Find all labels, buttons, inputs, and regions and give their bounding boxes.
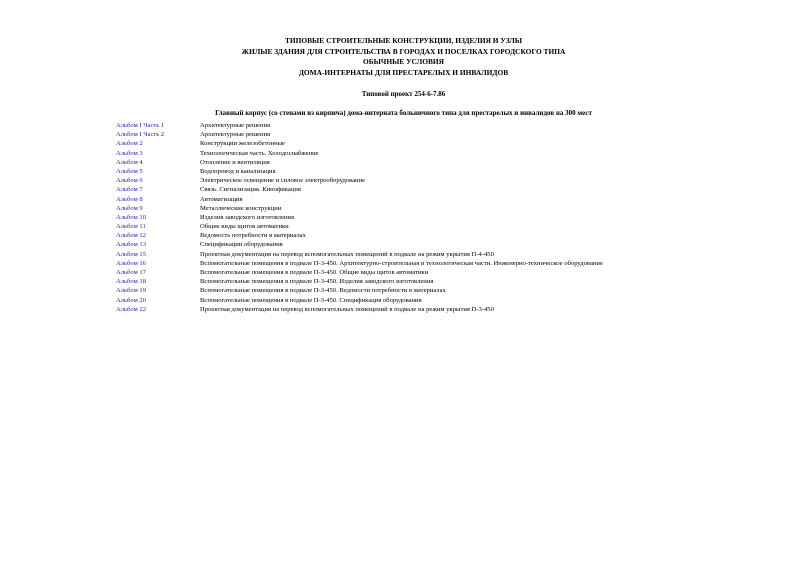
album-row xyxy=(116,240,796,249)
album-title: Ведомость потребности в материалах xyxy=(200,232,306,240)
album-row xyxy=(116,167,796,176)
album-row xyxy=(116,158,796,167)
album-title: Вспомогательные помещения в подвале П-3-450. Ведомости потребности в материалах xyxy=(200,287,446,295)
album-title: Металлические конструкции xyxy=(200,204,282,212)
header-line: ТИПОВЫЕ СТРОИТЕЛЬНЫЕ КОНСТРУКЦИИ, ИЗДЕЛИЯ И УЗЛЫ xyxy=(284,36,523,45)
album-row xyxy=(116,139,796,148)
album-row xyxy=(116,204,796,213)
project-number: Типовой проект 254-6-7.86 xyxy=(361,90,446,98)
album-row xyxy=(116,121,796,130)
album-row xyxy=(116,250,796,259)
album-link[interactable]: Альбом 3 xyxy=(116,149,143,157)
album-row xyxy=(116,176,796,185)
building-subtitle: Главный корпус (со стенами из кирпича) дома-интерната больничного типа для престарелых и инвалидов на 300 мест xyxy=(215,109,592,117)
album-row xyxy=(116,296,796,305)
album-title: Вспомогательные помещения в подвале П-3-450. Архитектурно-строительная и технологическая части. Инженерно-техническое оборудование xyxy=(200,259,603,267)
album-row xyxy=(116,286,796,295)
album-link[interactable]: Альбом 10 xyxy=(116,213,147,221)
album-link[interactable]: Альбом 17 xyxy=(116,269,147,276)
album-title: Автоматизация xyxy=(200,195,243,203)
album-link[interactable]: Альбом 15 xyxy=(116,250,147,258)
album-title: Архитектурные решения xyxy=(200,131,271,139)
album-row xyxy=(116,195,796,204)
album-link[interactable]: Альбом 11 xyxy=(116,223,146,231)
album-row xyxy=(116,259,796,268)
album-title: Технологическая часть. Холодоснабжение xyxy=(200,149,319,157)
album-title: Электрическое освещение и силовое электрооборудование xyxy=(200,177,366,185)
album-link[interactable]: Альбом 9 xyxy=(116,204,143,212)
album-title: Проектная документация на перевод вспомогательных помещений в подвале на режим укрытия П-3-450 xyxy=(200,305,494,313)
album-link[interactable]: Альбом 4 xyxy=(116,158,143,166)
album-title: Проектная документация на перевод вспомогательных помещений в подвале на режим укрытия П-4-450 xyxy=(200,250,494,258)
album-title: Вспомогательные помещения в подвале П-3-450. Изделия заводского изготовления xyxy=(200,278,434,286)
album-title: Спецификации оборудования xyxy=(200,241,283,249)
album-link[interactable]: Альбом 19 xyxy=(116,287,147,295)
album-row xyxy=(116,305,796,314)
header-line: ДОМА-ИНТЕРНАТЫ ДЛЯ ПРЕСТАРЕЛЫХ И ИНВАЛИДОВ xyxy=(298,67,509,77)
album-title: Связь. Сигнализация. Кинофикация xyxy=(200,186,301,194)
album-link[interactable]: Альбом 13 xyxy=(116,241,147,249)
album-link[interactable]: Альбом I Часть 2 xyxy=(116,131,165,139)
album-link[interactable]: Альбом 7 xyxy=(116,186,143,194)
album-link[interactable]: Альбом 12 xyxy=(116,232,147,240)
album-title: Вспомогательные помещения в подвале П-3-450. Общие виды щитов автоматики xyxy=(200,269,429,276)
album-row xyxy=(116,149,796,158)
album-link[interactable]: Альбом 6 xyxy=(116,177,143,185)
album-link[interactable]: Альбом 20 xyxy=(116,296,147,304)
album-row xyxy=(116,213,796,222)
header-line: ОБЫЧНЫЕ УСЛОВИЯ xyxy=(363,57,444,67)
album-title: Водопровод и канализация xyxy=(200,167,276,175)
album-title: Конструкции железобетонные xyxy=(200,140,285,148)
album-row xyxy=(116,277,796,286)
album-link[interactable]: Альбом 22 xyxy=(116,305,147,313)
album-link[interactable]: Альбом 2 xyxy=(116,140,143,148)
album-title: Архитектурные решения xyxy=(200,122,271,129)
header-line: ЖИЛЫЕ ЗДАНИЯ ДЛЯ СТРОИТЕЛЬСТВА В ГОРОДАХ И ПОСЕЛКАХ ГОРОДСКОГО ТИПА xyxy=(241,46,566,56)
album-link[interactable]: Альбом 5 xyxy=(116,167,143,175)
album-link[interactable]: Альбом 8 xyxy=(116,195,143,203)
album-row xyxy=(116,130,796,139)
album-link[interactable]: Альбом 16 xyxy=(116,259,147,267)
album-row xyxy=(116,222,796,231)
album-title: Отопление и вентиляция xyxy=(200,158,270,166)
album-title: Изделия заводского изготовления xyxy=(200,213,294,221)
album-row xyxy=(116,231,796,240)
album-list xyxy=(116,121,796,314)
album-title: Вспомогательные помещения в подвале П-3-450. Спецификация оборудования xyxy=(200,296,422,304)
album-row xyxy=(116,185,796,194)
album-title: Общие виды щитов автоматики xyxy=(200,223,289,231)
album-link[interactable]: Альбом I Часть 1 xyxy=(116,122,165,129)
album-row xyxy=(116,268,796,277)
album-link[interactable]: Альбом 18 xyxy=(116,278,147,286)
document-header xyxy=(0,36,807,78)
